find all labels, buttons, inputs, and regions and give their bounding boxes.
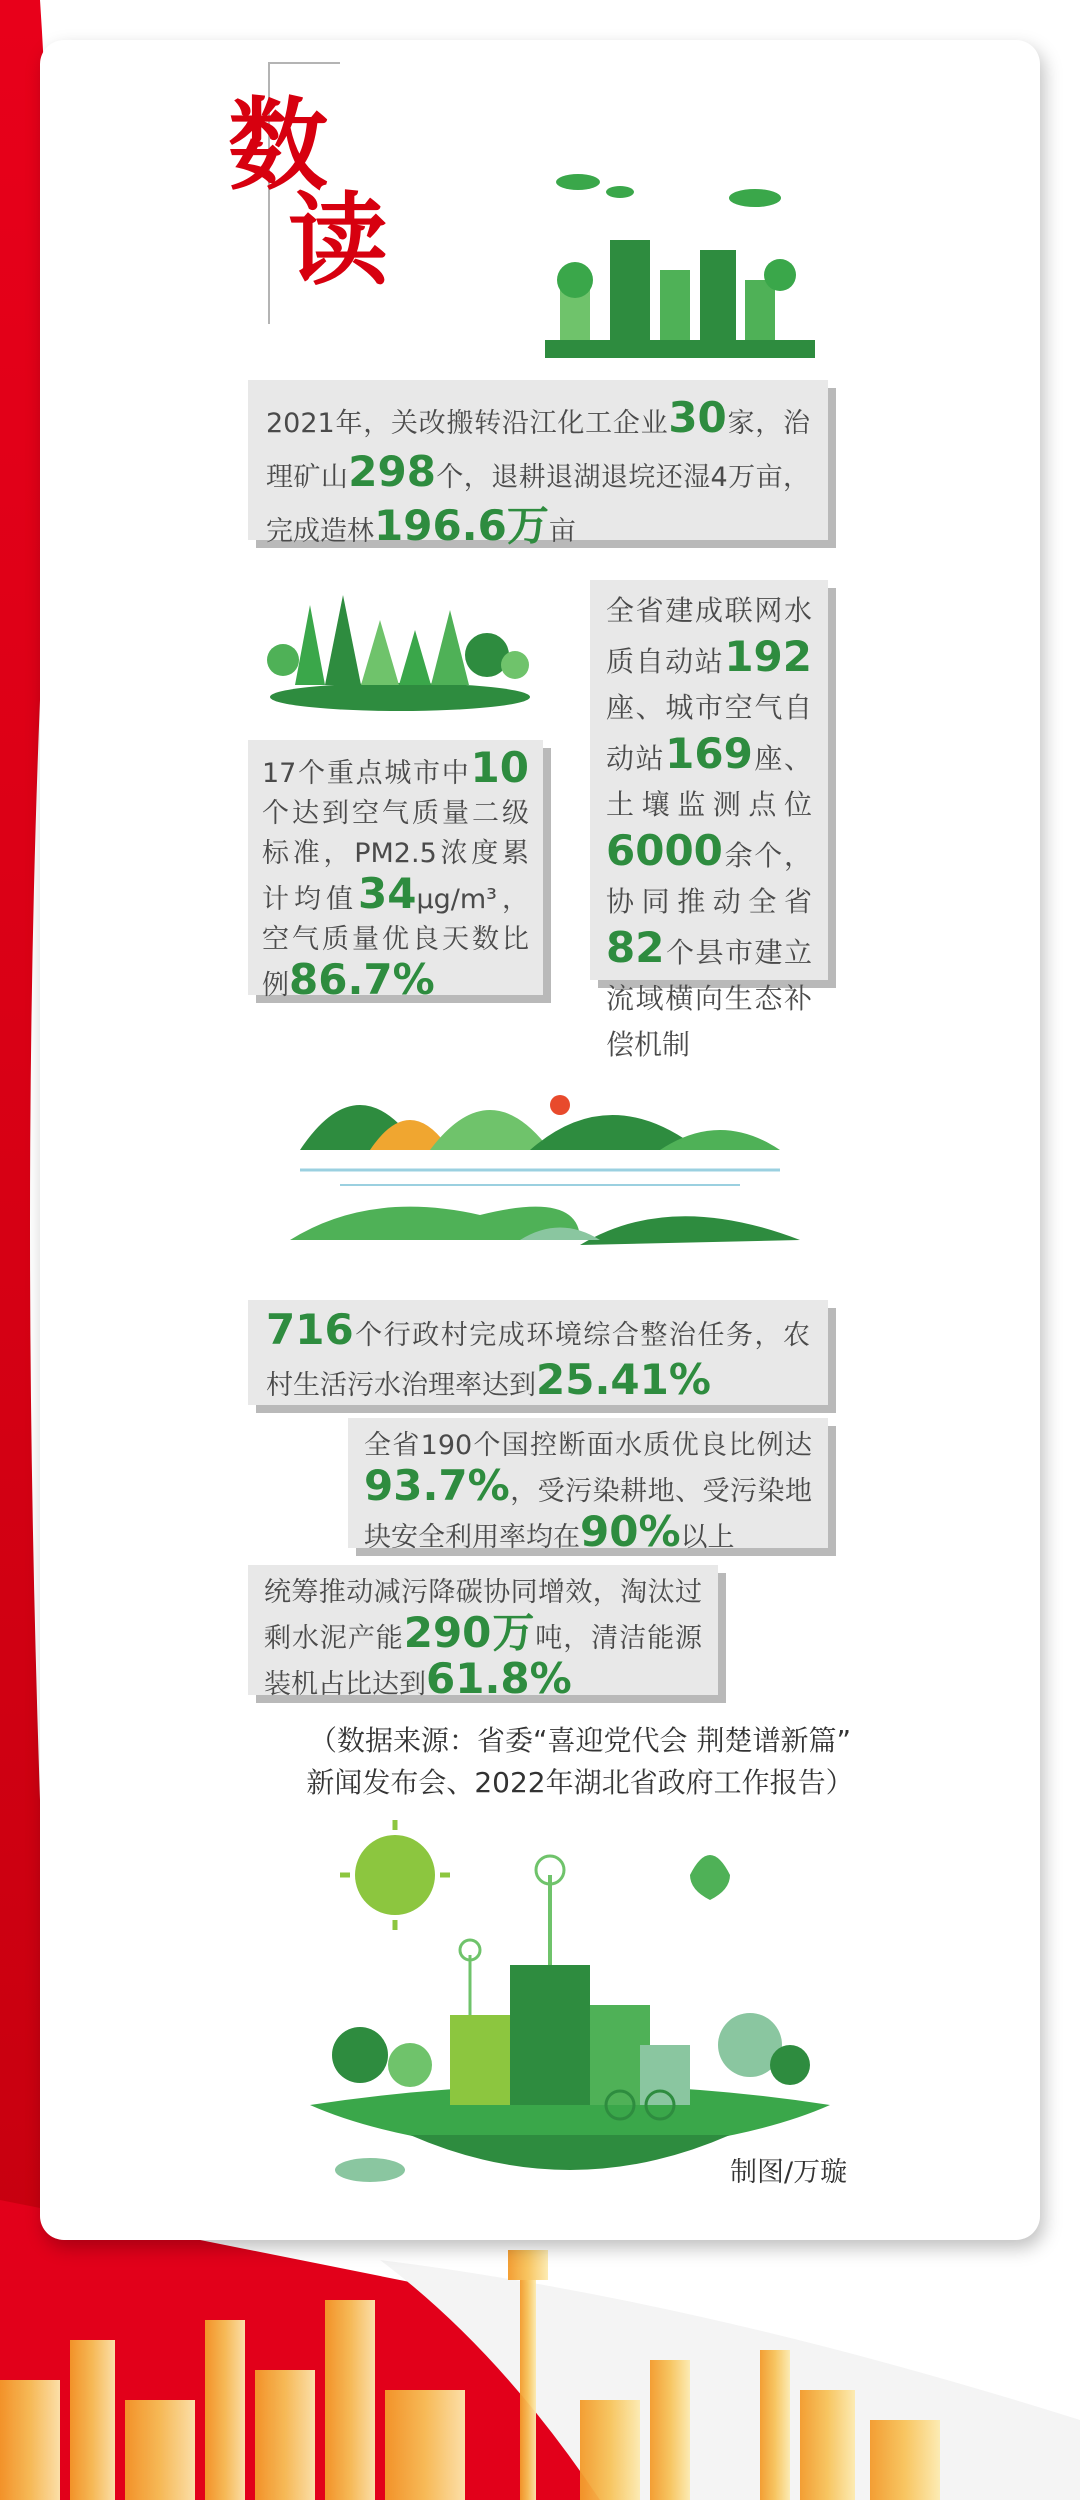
eco-city-illustration	[310, 1815, 830, 2205]
stat-block-5: 全省190个国控断面水质优良比例达93.7%，受污染耕地、受污染地块安全利用率均在90%以上	[348, 1418, 828, 1548]
stat-block-2: 全省建成联网水质自动站192座、城市空气自动站169座、土壤监测点位6000余个，协同推动全省82个县市建立流域横向生态补偿机制	[590, 580, 828, 980]
credit-text: 制图/万璇	[730, 2157, 848, 2188]
stat-block-1: 2021年，关改搬转沿江化工企业30家，治理矿山298个，退耕退湖退垸还湿4万亩，完成造林196.6万亩	[248, 380, 828, 540]
green-city-illustration	[540, 160, 820, 360]
stat-block-4: 716个行政村完成环境综合整治任务，农村生活污水治理率达到25.41%	[248, 1300, 828, 1405]
stat-block-6: 统筹推动减污降碳协同增效，淘汰过剩水泥产能290万吨，清洁能源装机占比达到61.8%	[248, 1565, 718, 1695]
stat-block-3: 17个重点城市中10个达到空气质量二级标准，PM2.5浓度累计均值34μg/m³，空气质量优良天数比例86.7%	[248, 740, 543, 995]
title-char-2: 读	[288, 181, 388, 299]
data-source-line-2: 新闻发布会、2022年湖北省政府工作报告）	[306, 1766, 854, 1799]
landscape-illustration	[280, 1040, 800, 1260]
title-char-1: 数	[228, 86, 328, 204]
data-source-note	[260, 1720, 900, 1804]
forest-illustration	[265, 585, 535, 715]
data-source-line-1: （数据来源：省委“喜迎党代会 荆楚谱新篇”	[309, 1724, 851, 1757]
